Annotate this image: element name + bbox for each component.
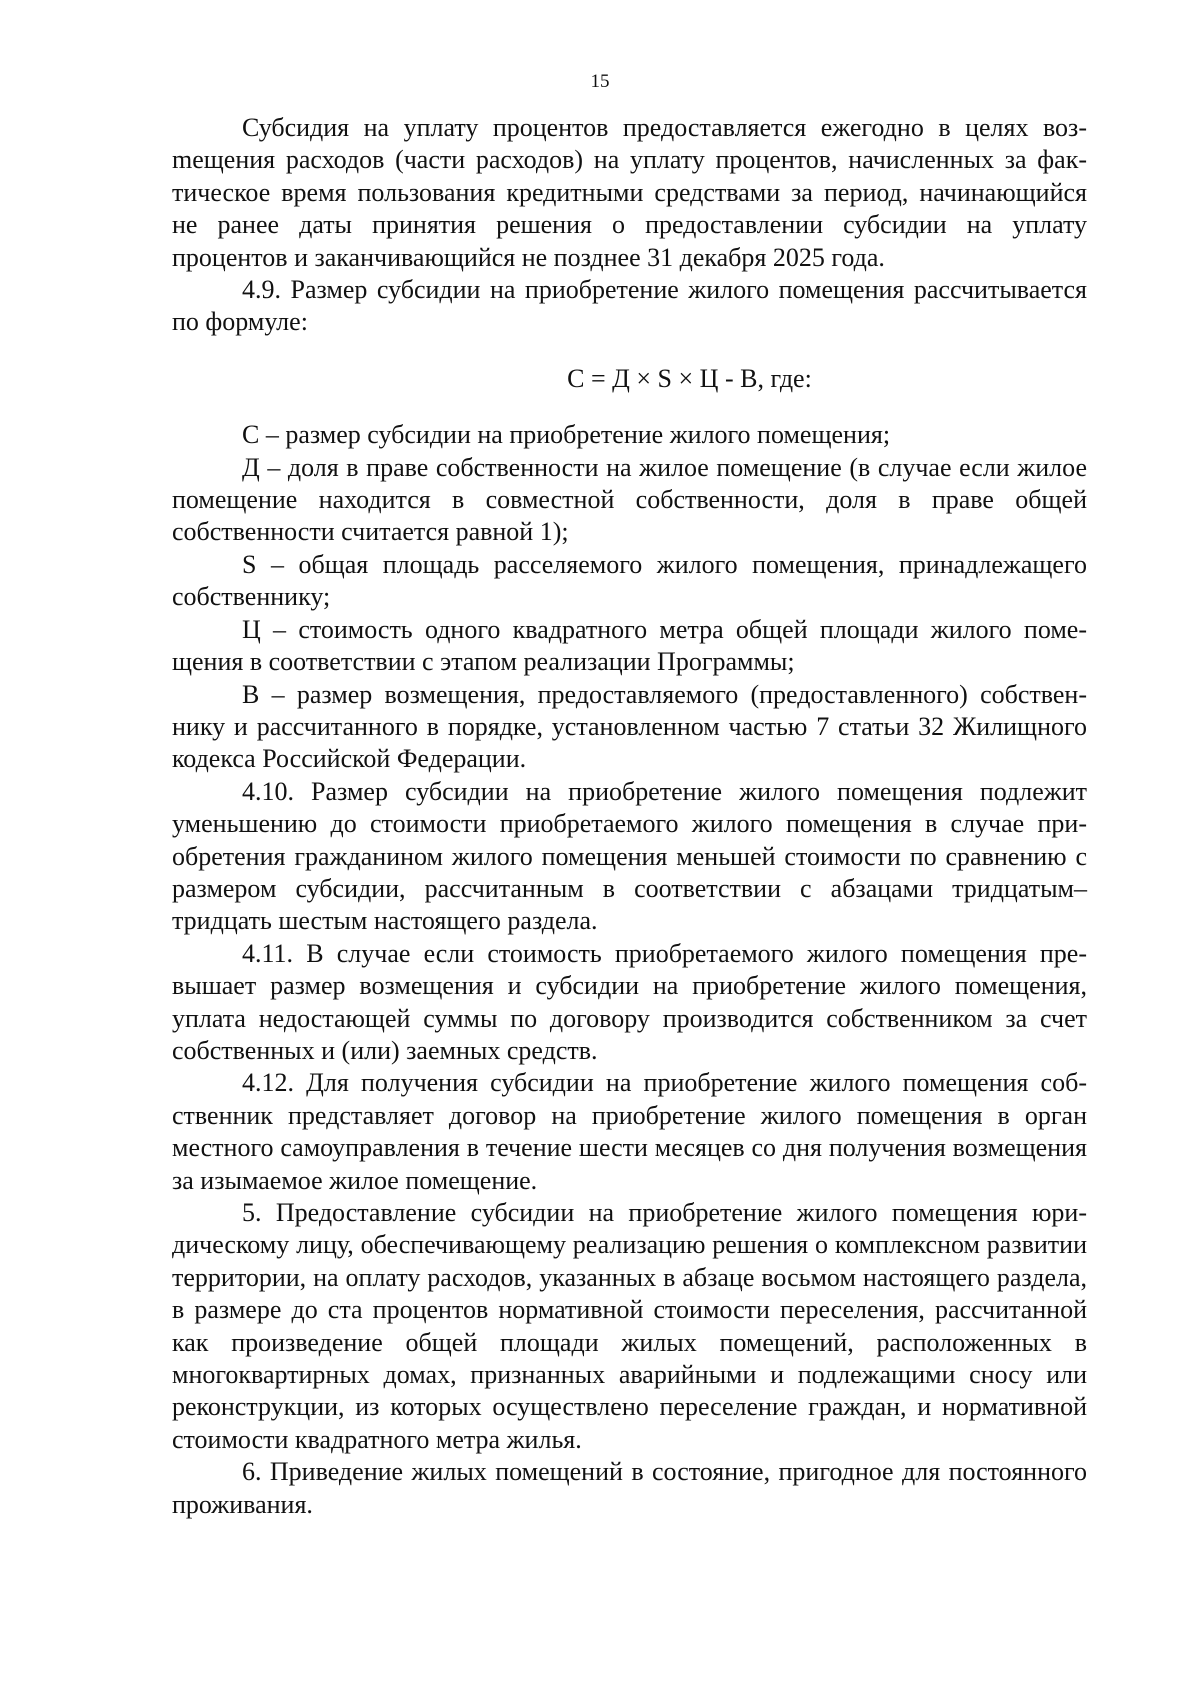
paragraph-5: 5. Предоставление субсидии на приобретение жилого помещения юридическому лицу, обеспечивающему реализацию решения о комплексном развитии территории, на оплату расходов, указанных в абзаце восьмом настоящего раздела, в размере до ста процентов нормативной стоимости переселения, рассчитанной как произведение общей площади жилых помещений, расположенных в многоквартирных домах, признанных аварийными и подлежащими сносу или реконструкции, из которых осуществлено переселение граждан, и нормативной стоимости квадратного метра жилья. — [172, 1198, 1087, 1454]
paragraph-4-10: 4.10. Размер субсидии на приобретение жилого помещения подлежит уменьшению до стоимости приобретаемого жилого помещения в случае приобретения гражданином жилого помещения меньшей стоимости по сравнению с размером субсидии, рассчитанным в соответствии с абзацами тридцатым–тридцать шестым настоящего раздела. — [172, 776, 1087, 936]
paragraph-4-12: 4.12. Для получения субсидии на приобретение жилого помещения собственник представляет договор на приобретение жилого помещения в орган местного самоуправления в течение шести месяцев со дня получения возмещения за изымаемое жилое помещение. — [172, 1068, 1087, 1195]
definition-v: В – размер возмещения, предоставляемого (предоставленного) собственнику и рассчитанного в порядке, установленном частью 7 статьи 32 Жилищного кодекса Российской Федерации. — [172, 679, 1087, 774]
definition-d: Д – доля в праве собственности на жилое помещение (в случае если жилое помещение находится в совместной собственности, доля в праве общей собственности считается равной 1); — [172, 452, 1087, 547]
paragraph-6: 6. Приведение жилых помещений в состояние, пригодное для постоянного проживания. — [172, 1457, 1087, 1519]
definition-s: S – общая площадь расселяемого жилого помещения, принадлежащего собственнику; — [172, 549, 1087, 612]
definition-c: С – размер субсидии на приобретение жилого помещения; — [242, 420, 891, 450]
definition-ts: Ц – стоимость одного квадратного метра общей площади жилого помещения в соответствии с этапом реализации Программы; — [172, 614, 1087, 677]
document-body — [172, 112, 1087, 1521]
paragraph-4-9: 4.9. Размер субсидии на приобретение жилого помещения рассчитывается по формуле: — [172, 275, 1087, 337]
formula: С = Д × S × Ц - В, где: — [567, 363, 812, 393]
paragraph-4-11: 4.11. В случае если стоимость приобретаемого жилого помещения превышает размер возмещения и субсидии на приобретение жилого помещения, уплата недостающей суммы по договору производится собственником за счет собственных и (или) заемных средств. — [172, 938, 1087, 1065]
paragraph-subsidy-interest: Субсидия на уплату процентов предоставляется ежегодно в целях возmещения расходов (части расходов) на уплату процентов, начисленных за фактическое время пользования кредитными средствами за период, начинающийся не ранее даты принятия решения о предоставлении субсидии на уплату процентов и заканчивающийся не позднее 31 декабря 2025 года. — [172, 113, 1087, 272]
page-number: 15 — [590, 71, 610, 92]
